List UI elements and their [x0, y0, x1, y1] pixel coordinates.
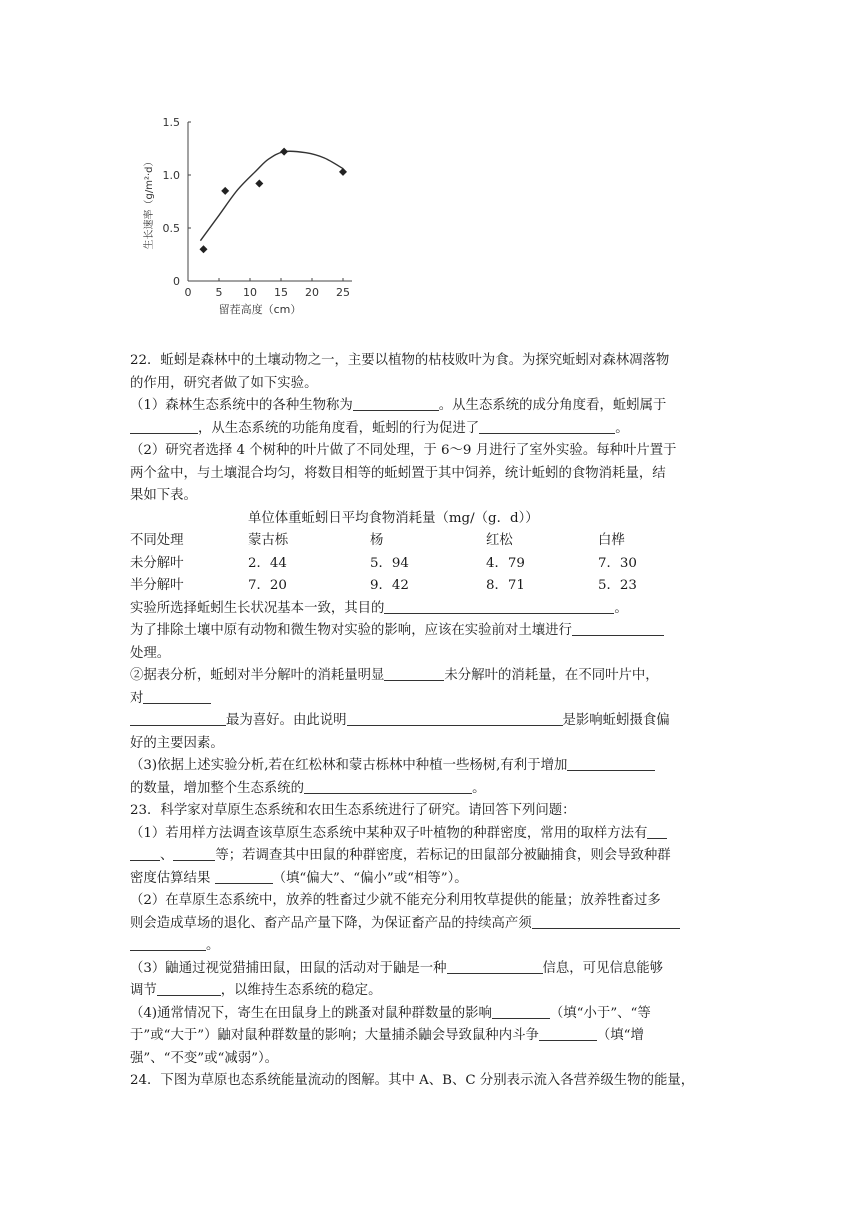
table-header-row [130, 530, 698, 553]
y-tick-label: 1.0 [162, 169, 180, 182]
q22-part2-line2: 两个盆中，与土壤混合均匀，将数目相等的蚯蚓置于其中饲养，统计蚯蚓的食物消耗量，结 [130, 465, 666, 481]
q22-analysis: ②据表分析，蚯蚓对半分解叶的消耗量明显 未分解叶的消耗量，在不同叶片中， [130, 668, 659, 683]
table-cell: 8．71 [486, 578, 525, 593]
table-cell: 5．23 [598, 578, 637, 593]
answer-blank[interactable] [130, 846, 160, 861]
q23-part4-cont2: 强”、“不变”或“减弱”）。 [130, 1050, 279, 1066]
answer-blank[interactable] [130, 711, 226, 726]
y-axis-label: 生长速率（g/m²·d） [144, 156, 155, 250]
table-row [130, 553, 698, 576]
q23-part3-cont: 调节 ，以维持生态系统的稳定。 [130, 983, 382, 998]
q23-part2-line3: 。 [130, 935, 730, 958]
data-point [255, 179, 263, 187]
table-row [130, 575, 698, 598]
fitted-curve [200, 151, 343, 240]
x-axis-label: 留茬高度（cm） [218, 303, 302, 316]
answer-blank[interactable] [173, 846, 215, 861]
q22-soil-cont: 处理。 [130, 645, 171, 661]
answer-blank[interactable] [572, 621, 664, 636]
x-tick-label: 0 [184, 286, 192, 299]
table-cell: 5．94 [370, 555, 409, 571]
answer-blank[interactable] [347, 711, 563, 726]
table-header-cell: 白桦 [598, 533, 625, 548]
answer-blank[interactable] [130, 936, 206, 951]
q22-intro-1: 22．蚯蚓是森林中的土壤动物之一，主要以植物的枯枝败叶为食。为探究蚯蚓对森林凋落物 [130, 353, 670, 368]
q22-purpose: 实验所选择蚯蚓生长状况基本一致，其目的 。 [130, 600, 628, 616]
q23-part4: （4)通常情况下，寄生在田鼠身上的跳蚤对鼠种群数量的影响 （填“小于”、“等 [130, 1005, 651, 1021]
answer-blank[interactable] [384, 599, 614, 614]
q23-part4-cont: 于”或“大于”）鼬对鼠种群数量的影响；大量捕杀鼬会导致鼠种内斗争 （填“增 [130, 1028, 644, 1043]
q23-part2-line2: 则会造成草场的退化、畜产品产量下降，为保证畜产品的持续高产须 [130, 913, 730, 936]
data-point [221, 187, 229, 195]
table-cell: 半分解叶 [130, 578, 184, 593]
answer-blank[interactable] [479, 419, 615, 434]
x-tick-label: 15 [274, 286, 288, 299]
q22-part1-cont: ，从生态系统的功能角度看，蚯蚓的行为促进了 。 [130, 418, 730, 441]
q23-intro: 23．科学家对草原生态系统和农田生态系统进行了研究。请回答下列问题： [130, 803, 576, 818]
data-point [200, 245, 208, 253]
q23-part1: （1）若用样方法调查该草原生态系统中某种双子叶植物的种群密度，常用的取样方法有 [130, 823, 730, 846]
table-cell: 7．20 [248, 578, 287, 593]
answer-blank[interactable] [353, 396, 439, 411]
x-tick-label: 25 [336, 286, 350, 299]
q22-analysis-cont3: 好的主要因素。 [130, 735, 224, 751]
answer-blank[interactable] [304, 779, 472, 794]
answer-blank[interactable] [647, 824, 667, 839]
table-title: 单位体重蚯蚓日平均食物消耗量（mg/（g．d）） [248, 510, 539, 526]
q22-part1: （1）森林生态系统中的各种生物称为 。从生态系统的成分角度看，蚯蚓属于 [130, 398, 667, 413]
q22-part2-line1: （2）研究者选择 4 个树种的叶片做了不同处理，于 6～9 月进行了室外实验。每种叶片置于 [130, 443, 677, 458]
table-cell: 4．79 [486, 555, 525, 571]
q23-part2-line1: （2）在草原生态系统中，放养的牲畜过少就不能充分利用牧草提供的能量；放养牲畜过多 [130, 893, 661, 908]
x-tick-label: 20 [305, 286, 319, 299]
answer-blank[interactable] [567, 756, 655, 771]
answer-blank[interactable] [143, 689, 211, 704]
x-tick-label: 5 [215, 286, 223, 299]
answer-blank[interactable] [539, 1026, 597, 1041]
table-header-cell: 蒙古栎 [248, 533, 289, 548]
q22-part3: （3)依据上述实验分析,若在红松林和蒙古栎林中种植一些杨树,有利于增加 [130, 755, 730, 778]
answer-blank[interactable] [447, 959, 543, 974]
q23-part1-cont: 、 等；若调查其中田鼠的种群密度，若标记的田鼠部分被鼬捕食，则会导致种群 [130, 845, 730, 868]
q22-soil: 为了排除土壤中原有动物和微生物对实验的影响，应该在实验前对土壤进行 [130, 620, 730, 643]
q22-part3-cont: 的数量，增加整个生态系统的 。 [130, 780, 486, 796]
q22-analysis-cont2: 最为喜好。由此说明 是影响蚯蚓摄食偏 [130, 710, 730, 733]
answer-blank[interactable] [492, 1004, 550, 1019]
table-cell: 未分解叶 [130, 555, 184, 571]
answer-blank[interactable] [157, 981, 221, 996]
answer-blank[interactable] [215, 869, 273, 884]
q22-part2-line3: 果如下表。 [130, 488, 197, 503]
answer-blank[interactable] [130, 419, 198, 434]
x-tick-label: 10 [243, 286, 257, 299]
answer-blank[interactable] [384, 666, 444, 681]
q22-analysis-cont: 对 [130, 688, 730, 711]
table-header-cell: 杨 [370, 533, 384, 548]
table-cell: 2．44 [248, 555, 287, 571]
table-header-cell: 红松 [486, 533, 513, 548]
answer-blank[interactable] [532, 914, 680, 929]
table-cell: 9．42 [370, 578, 409, 593]
table-cell: 7．30 [598, 555, 637, 571]
table-header-cell: 不同处理 [130, 533, 184, 548]
q23-part3: （3）鼬通过视觉猎捕田鼠，田鼠的活动对于鼬是一种 信息，可见信息能够 [130, 960, 664, 976]
data-point [339, 168, 347, 176]
q23-part1-cont2: 密度估算结果 （填“偏大”、“偏小”或“相等”）。 [130, 870, 468, 886]
q22-intro-2: 的作用，研究者做了如下实验。 [130, 375, 318, 391]
growth-rate-chart [140, 108, 370, 328]
y-tick-label: 0.5 [162, 222, 180, 235]
data-point [280, 148, 288, 156]
question-text [130, 350, 730, 1093]
q24-intro: 24．下图为草原也态系统能量流动的图解。其中 A、B、C 分别表示流入各营养级生物的能量， [130, 1073, 695, 1088]
y-tick-label: 0 [173, 275, 180, 288]
consumption-table [130, 530, 698, 598]
y-tick-label: 1.5 [162, 116, 180, 129]
